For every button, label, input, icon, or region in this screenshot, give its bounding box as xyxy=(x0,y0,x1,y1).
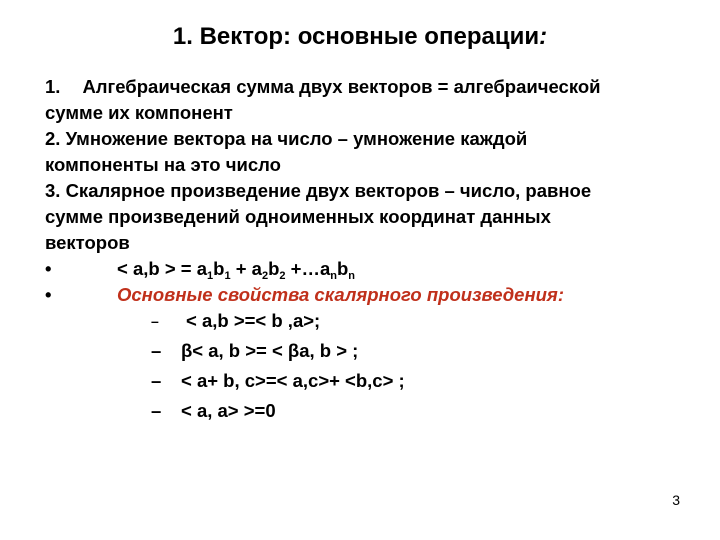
formula-term: b xyxy=(213,258,225,279)
item-2-line-1: 2. Умножение вектора на число – умножение каждой xyxy=(45,128,528,149)
property-item xyxy=(45,338,695,368)
property-text: < a+ b, c>=< a,c>+ <b,c> ; xyxy=(181,370,405,391)
property-item xyxy=(45,398,695,428)
slide-body xyxy=(45,74,695,428)
property-item xyxy=(45,368,695,398)
property-item xyxy=(45,308,695,338)
property-text: < a,b >=< b ,a>; xyxy=(186,310,321,331)
formula-sub: n xyxy=(348,270,356,282)
formula-term: + a xyxy=(230,258,262,279)
formula-sub: n xyxy=(330,270,337,282)
item-3-line-2: сумме произведений одноименных координат данных xyxy=(45,206,551,227)
dash: – xyxy=(151,340,162,361)
page-number: 3 xyxy=(672,492,680,508)
formula-term: +…a xyxy=(285,258,331,279)
dash: – xyxy=(151,313,159,329)
formula-lhs: < a,b > = a xyxy=(117,258,207,279)
slide-title xyxy=(0,22,720,52)
item-1-line-1 xyxy=(45,74,695,100)
title-colon: : xyxy=(539,23,548,50)
dash: – xyxy=(151,370,162,391)
formula-term: b xyxy=(268,258,280,279)
formula-sub: 1 xyxy=(224,270,231,282)
bullet: • xyxy=(45,258,52,279)
bullet: • xyxy=(45,284,52,305)
formula-sub: 2 xyxy=(261,270,269,282)
property-text: < a, a> >=0 xyxy=(181,400,276,421)
dash: – xyxy=(151,400,162,421)
item-3-line-1: 3. Скалярное произведение двух векторов – число, равное xyxy=(45,180,592,201)
formula-sub: 2 xyxy=(279,270,286,282)
item-1-text: Алгебраическая сумма двух векторов = алгебраической xyxy=(82,76,601,97)
formula-term: b xyxy=(336,258,349,279)
item-1-number: 1. xyxy=(45,76,61,97)
properties-heading xyxy=(45,282,695,308)
item-2-line-2: компоненты на это число xyxy=(45,154,281,175)
formula-line xyxy=(45,256,695,282)
item-1-line-2: сумме их компонент xyxy=(45,102,233,123)
title-text: 1. Вектор: основные операции xyxy=(172,23,540,50)
formula-sub: 1 xyxy=(207,270,214,282)
property-text: β< a, b >= < βa, b > ; xyxy=(181,340,359,361)
item-3-line-3: векторов xyxy=(45,232,130,253)
properties-heading-text: Основные свойства скалярного произведения: xyxy=(117,284,564,305)
